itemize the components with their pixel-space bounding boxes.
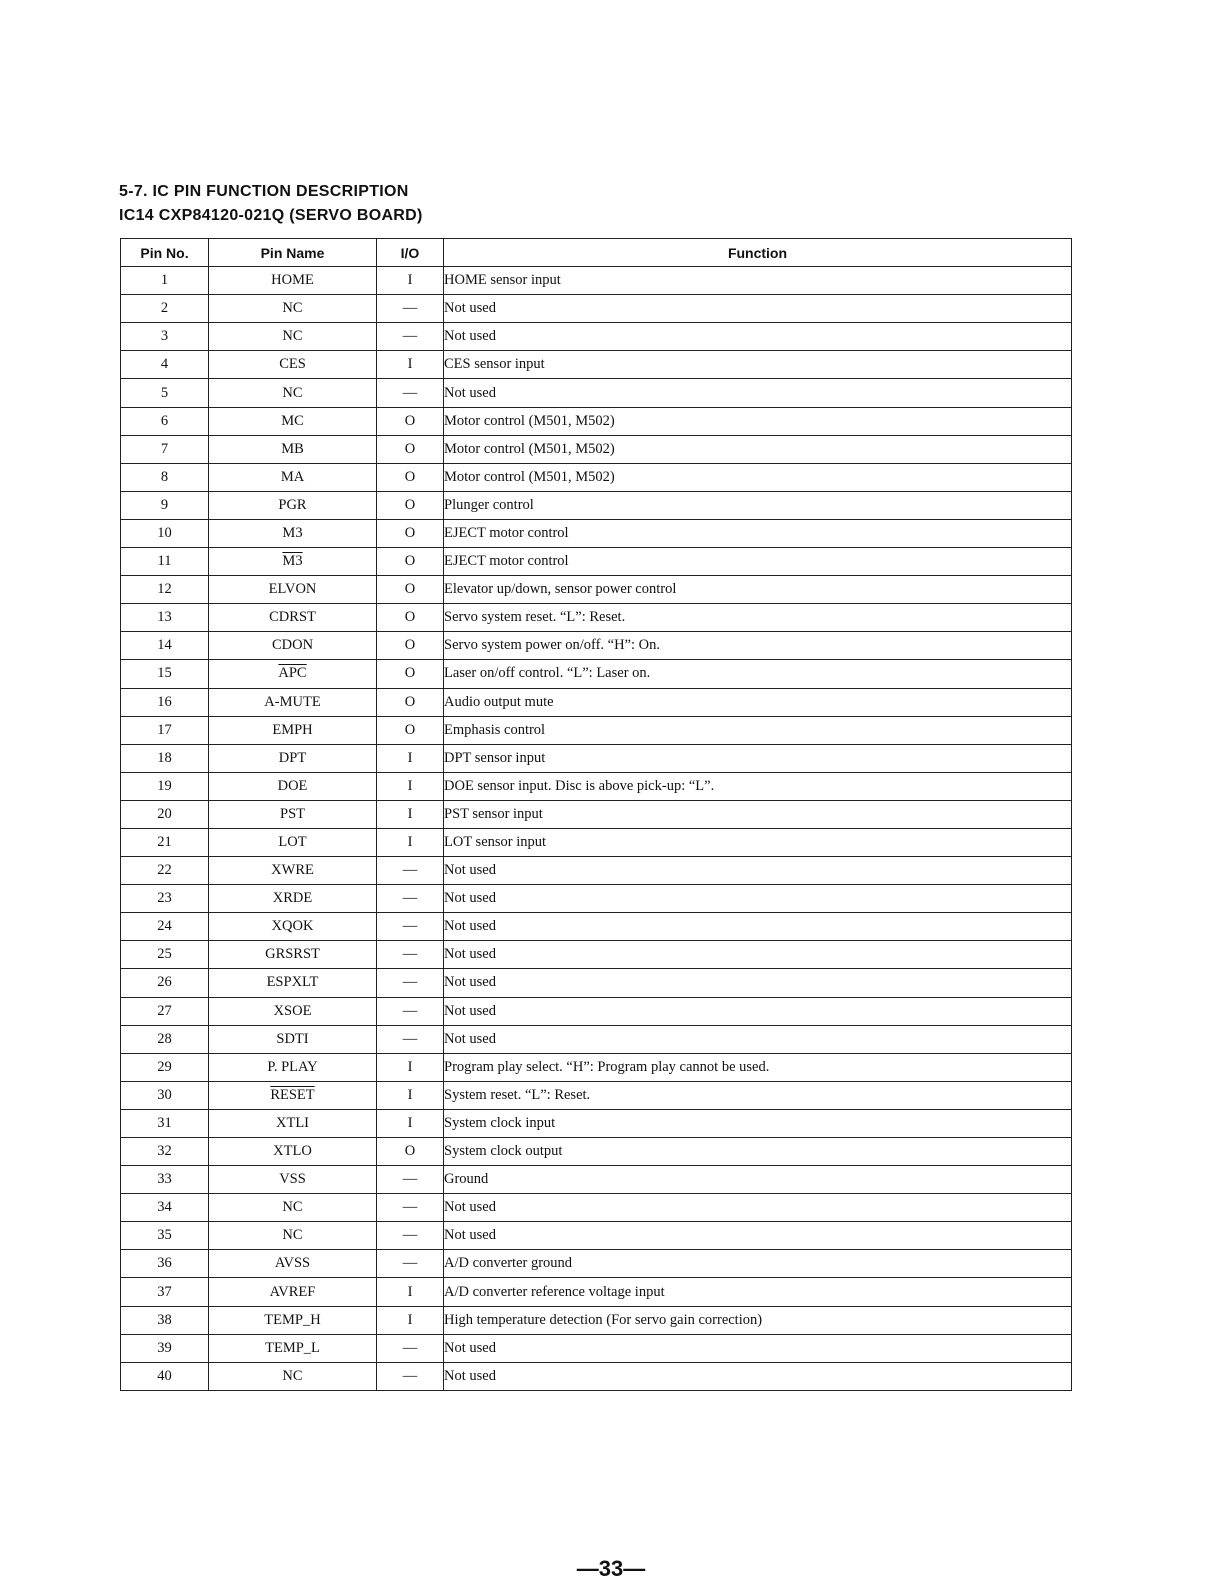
pin-name: XRDE (209, 885, 377, 913)
table-row (121, 604, 1072, 632)
pin-name: AVREF (209, 1278, 377, 1306)
pin-name: EMPH (209, 716, 377, 744)
table-row (121, 1250, 1072, 1278)
pin-function: System clock input (444, 1109, 1072, 1137)
pin-number: 5 (121, 379, 209, 407)
pin-function: Elevator up/down, sensor power control (444, 576, 1072, 604)
pin-function: High temperature detection (For servo gain correction) (444, 1306, 1072, 1334)
pin-number: 29 (121, 1053, 209, 1081)
header-io: I/O (377, 239, 444, 267)
pin-name: HOME (209, 267, 377, 295)
pin-io: — (377, 295, 444, 323)
table-row (121, 1025, 1072, 1053)
pin-number: 39 (121, 1334, 209, 1362)
table-row (121, 295, 1072, 323)
pin-number: 14 (121, 632, 209, 660)
pin-name: MA (209, 463, 377, 491)
pin-name: TEMP_L (209, 1334, 377, 1362)
pin-function: Servo system reset. “L”: Reset. (444, 604, 1072, 632)
pin-io: O (377, 491, 444, 519)
pin-function: Not used (444, 1025, 1072, 1053)
pin-number: 28 (121, 1025, 209, 1053)
pin-function: HOME sensor input (444, 267, 1072, 295)
pin-number: 21 (121, 828, 209, 856)
pin-io: I (377, 1306, 444, 1334)
pin-name: LOT (209, 828, 377, 856)
pin-io: I (377, 1278, 444, 1306)
pin-function: Not used (444, 1222, 1072, 1250)
table-row (121, 941, 1072, 969)
pin-io: I (377, 351, 444, 379)
header-row (121, 239, 1072, 267)
pin-io: — (377, 1222, 444, 1250)
pin-name: GRSRST (209, 941, 377, 969)
pin-name: M3 (209, 548, 377, 576)
table-row (121, 548, 1072, 576)
pin-function: Ground (444, 1166, 1072, 1194)
pin-io: — (377, 379, 444, 407)
table-row (121, 716, 1072, 744)
pin-number: 22 (121, 857, 209, 885)
header-pin-name: Pin Name (209, 239, 377, 267)
pin-name: AVSS (209, 1250, 377, 1278)
table-row (121, 1334, 1072, 1362)
pin-number: 6 (121, 407, 209, 435)
pin-io: — (377, 1166, 444, 1194)
pin-name: P. PLAY (209, 1053, 377, 1081)
section-title: 5-7. IC PIN FUNCTION DESCRIPTION (119, 183, 409, 200)
table-row (121, 772, 1072, 800)
pin-io: I (377, 1109, 444, 1137)
pin-function: Plunger control (444, 491, 1072, 519)
pin-function: LOT sensor input (444, 828, 1072, 856)
pin-io: O (377, 1138, 444, 1166)
pin-function: Not used (444, 941, 1072, 969)
pin-function: System reset. “L”: Reset. (444, 1081, 1072, 1109)
pin-function: Not used (444, 323, 1072, 351)
pin-name: NC (209, 1194, 377, 1222)
pin-name: NC (209, 295, 377, 323)
table-header (121, 239, 1072, 267)
pin-function: A/D converter ground (444, 1250, 1072, 1278)
pin-function: Not used (444, 295, 1072, 323)
pin-name: DPT (209, 744, 377, 772)
pin-io: O (377, 576, 444, 604)
pin-function: EJECT motor control (444, 548, 1072, 576)
pin-number: 4 (121, 351, 209, 379)
pin-function: Program play select. “H”: Program play cannot be used. (444, 1053, 1072, 1081)
ic-subtitle: IC14 CXP84120-021Q (SERVO BOARD) (119, 207, 423, 224)
pin-name: NC (209, 1222, 377, 1250)
pin-name: ELVON (209, 576, 377, 604)
pin-name: CES (209, 351, 377, 379)
pin-function: System clock output (444, 1138, 1072, 1166)
pin-io: — (377, 1250, 444, 1278)
table-row (121, 407, 1072, 435)
pin-name: A-MUTE (209, 688, 377, 716)
table-row (121, 1138, 1072, 1166)
pin-number: 23 (121, 885, 209, 913)
table-row (121, 491, 1072, 519)
table-row (121, 969, 1072, 997)
table-row (121, 1278, 1072, 1306)
pin-io: O (377, 463, 444, 491)
pin-name: $\overline{APC}$ (209, 660, 377, 688)
pin-number: 32 (121, 1138, 209, 1166)
pin-function: Motor control (M501, M502) (444, 463, 1072, 491)
table-row (121, 351, 1072, 379)
pin-io: I (377, 267, 444, 295)
pin-number: 30 (121, 1081, 209, 1109)
pin-io: — (377, 857, 444, 885)
pin-name: NC (209, 323, 377, 351)
pin-name: XQOK (209, 913, 377, 941)
table-row (121, 1306, 1072, 1334)
pin-io: — (377, 1362, 444, 1390)
pin-number: 33 (121, 1166, 209, 1194)
pin-io: — (377, 969, 444, 997)
table-row (121, 913, 1072, 941)
pin-number: 20 (121, 800, 209, 828)
pin-name: VSS (209, 1166, 377, 1194)
pin-io: — (377, 885, 444, 913)
pin-name: SDTI (209, 1025, 377, 1053)
pin-function: Not used (444, 1362, 1072, 1390)
table-row (121, 463, 1072, 491)
pin-number: 37 (121, 1278, 209, 1306)
pin-number: 9 (121, 491, 209, 519)
table-row (121, 857, 1072, 885)
pin-number: 8 (121, 463, 209, 491)
pin-name: PST (209, 800, 377, 828)
table-row (121, 1362, 1072, 1390)
table-row (121, 576, 1072, 604)
pin-name: XTLO (209, 1138, 377, 1166)
pin-function: Not used (444, 913, 1072, 941)
pin-number: 25 (121, 941, 209, 969)
header-pin-no: Pin No. (121, 239, 209, 267)
pin-io: — (377, 1334, 444, 1362)
pin-io: I (377, 828, 444, 856)
pin-io: — (377, 1194, 444, 1222)
pin-io: O (377, 660, 444, 688)
pin-io: O (377, 435, 444, 463)
pin-function: Emphasis control (444, 716, 1072, 744)
table-row (121, 1166, 1072, 1194)
pin-number: 11 (121, 548, 209, 576)
table-row (121, 1081, 1072, 1109)
pin-name: TEMP_H (209, 1306, 377, 1334)
pin-function: DOE sensor input. Disc is above pick-up: “L”. (444, 772, 1072, 800)
pin-name: ESPXLT (209, 969, 377, 997)
pin-io: O (377, 632, 444, 660)
pin-io: I (377, 772, 444, 800)
table-row (121, 1222, 1072, 1250)
pin-name: XTLI (209, 1109, 377, 1137)
pin-io: I (377, 1053, 444, 1081)
pin-name: XWRE (209, 857, 377, 885)
pin-function-table (120, 238, 1072, 1391)
pin-io: O (377, 519, 444, 547)
pin-function: Not used (444, 969, 1072, 997)
pin-number: 24 (121, 913, 209, 941)
table-row (121, 519, 1072, 547)
pin-name: DOE (209, 772, 377, 800)
pin-number: 31 (121, 1109, 209, 1137)
pin-function: CES sensor input (444, 351, 1072, 379)
pin-io: — (377, 997, 444, 1025)
pin-function: A/D converter reference voltage input (444, 1278, 1072, 1306)
pin-number: 38 (121, 1306, 209, 1334)
pin-function: Not used (444, 379, 1072, 407)
table-row (121, 632, 1072, 660)
table-row (121, 828, 1072, 856)
pin-number: 2 (121, 295, 209, 323)
pin-name: CDON (209, 632, 377, 660)
pin-number: 19 (121, 772, 209, 800)
pin-io: O (377, 688, 444, 716)
pin-function: EJECT motor control (444, 519, 1072, 547)
pin-io: — (377, 323, 444, 351)
pin-number: 10 (121, 519, 209, 547)
pin-name: NC (209, 379, 377, 407)
pin-number: 3 (121, 323, 209, 351)
pin-function: Motor control (M501, M502) (444, 407, 1072, 435)
pin-name: MC (209, 407, 377, 435)
table-row (121, 379, 1072, 407)
pin-function: DPT sensor input (444, 744, 1072, 772)
pin-function: Not used (444, 885, 1072, 913)
pin-name: CDRST (209, 604, 377, 632)
table-row (121, 885, 1072, 913)
table-body (121, 267, 1072, 1391)
pin-number: 7 (121, 435, 209, 463)
table-row (121, 744, 1072, 772)
pin-name: PGR (209, 491, 377, 519)
pin-io: O (377, 604, 444, 632)
pin-number: 17 (121, 716, 209, 744)
pin-io: — (377, 941, 444, 969)
pin-number: 34 (121, 1194, 209, 1222)
pin-number: 40 (121, 1362, 209, 1390)
pin-number: 35 (121, 1222, 209, 1250)
pin-function: Not used (444, 1194, 1072, 1222)
table-row (121, 997, 1072, 1025)
pin-function: Not used (444, 997, 1072, 1025)
pin-name: NC (209, 1362, 377, 1390)
table-row (121, 1109, 1072, 1137)
page-number: —33— (576, 1556, 646, 1581)
pin-io: O (377, 716, 444, 744)
pin-io: — (377, 1025, 444, 1053)
table-row (121, 800, 1072, 828)
pin-function: Laser on/off control. “L”: Laser on. (444, 660, 1072, 688)
pin-function: Audio output mute (444, 688, 1072, 716)
pin-name: MB (209, 435, 377, 463)
table-row (121, 1053, 1072, 1081)
pin-number: 36 (121, 1250, 209, 1278)
pin-function: Motor control (M501, M502) (444, 435, 1072, 463)
pin-function: Not used (444, 857, 1072, 885)
pin-number: 1 (121, 267, 209, 295)
pin-io: O (377, 407, 444, 435)
pin-io: I (377, 744, 444, 772)
pin-number: 18 (121, 744, 209, 772)
pin-name: RESET (209, 1081, 377, 1109)
pin-function: PST sensor input (444, 800, 1072, 828)
pin-function: Servo system power on/off. “H”: On. (444, 632, 1072, 660)
pin-io: O (377, 548, 444, 576)
table-row (121, 1194, 1072, 1222)
table-row (121, 660, 1072, 688)
pin-number: 13 (121, 604, 209, 632)
pin-number: 26 (121, 969, 209, 997)
pin-number: 27 (121, 997, 209, 1025)
table-row (121, 267, 1072, 295)
header-function: Function (444, 239, 1072, 267)
pin-io: — (377, 913, 444, 941)
pin-number: 16 (121, 688, 209, 716)
pin-name: M3 (209, 519, 377, 547)
pin-io: I (377, 1081, 444, 1109)
table-row (121, 435, 1072, 463)
pin-function: Not used (444, 1334, 1072, 1362)
pin-io: I (377, 800, 444, 828)
table-row (121, 323, 1072, 351)
pin-name: XSOE (209, 997, 377, 1025)
pin-number: 15 (121, 660, 209, 688)
table-row (121, 688, 1072, 716)
pin-number: 12 (121, 576, 209, 604)
